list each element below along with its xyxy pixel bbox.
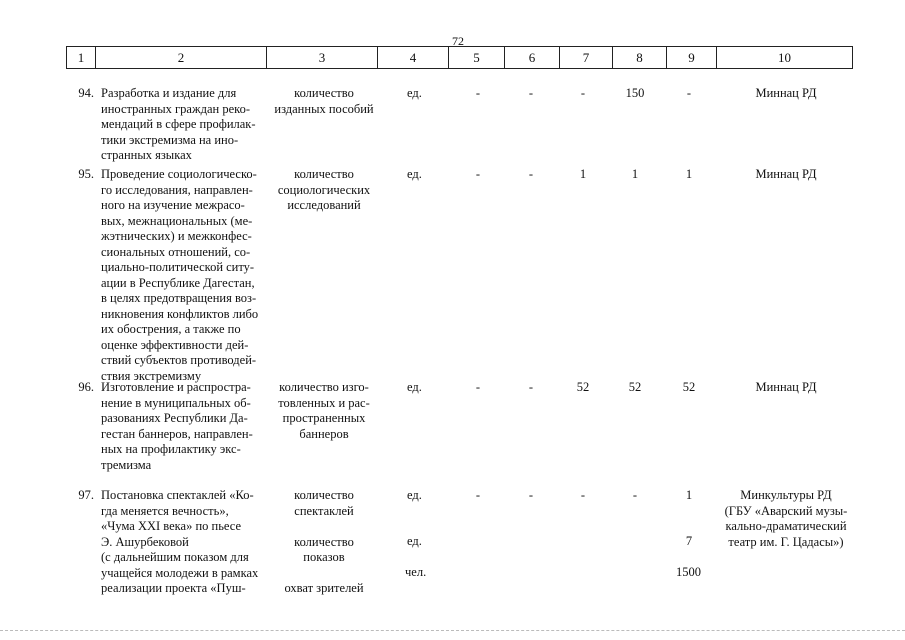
row-col8: 52 (628, 380, 642, 394)
row-col7: - (580, 488, 586, 502)
row-number: 97. (78, 488, 94, 502)
row-indicator: количество изданных пособий (274, 86, 374, 116)
header-col-4: 4 (378, 47, 449, 68)
row-col9: 52 (682, 380, 696, 394)
row-responsible: Миннац РД (755, 86, 817, 100)
row-description: Разработка и издание для иностранных граждан реко- мендаций в сфере профилак- тики экстремизма на ино- странных языках (101, 86, 256, 162)
row-col5: - (475, 488, 481, 502)
row-col8: 1 (631, 167, 639, 181)
row-number: 96. (78, 380, 94, 394)
row-indicator: количество спектаклей количество показов охват зрителей (284, 488, 364, 595)
row-unit: ед. (407, 488, 422, 502)
header-col-1: 1 (67, 47, 96, 68)
row-indicator: количество социологических исследований (277, 167, 371, 212)
header-col-9: 9 (667, 47, 717, 68)
row-col6: - (528, 488, 534, 502)
row-col9: 7 (685, 534, 693, 548)
row-col6: - (528, 86, 534, 100)
page-bottom-edge (0, 630, 905, 631)
row-responsible: Миннац РД (755, 380, 817, 394)
row-responsible: Минкультуры РД (ГБУ «Аварский музы- кально-драматический театр им. Г. Цадасы») (724, 488, 848, 549)
row-col9: - (686, 86, 692, 100)
row-unit: ед. (407, 380, 422, 394)
table-header (66, 46, 853, 69)
header-col-3: 3 (267, 47, 378, 68)
row-col9: 1 (685, 488, 693, 502)
row-unit: ед. (407, 534, 422, 548)
row-col7: 1 (579, 167, 587, 181)
row-unit: чел. (405, 565, 427, 579)
row-description: Проведение социологическо- го исследования, направлен- ного на изучение межрасо- вых, межнациональных (ме- жэтнических) и межконфес- сиональных отношений, со- циально-политической ситу- ации в Республике Дагестан, в целях предотвращения воз- никновения конфликтов либо их обострения, а также по оценке эффективности дей- ствий субъектов противодей- ствия экстремизму (101, 167, 259, 383)
row-col8: - (632, 488, 638, 502)
row-col6: - (528, 167, 534, 181)
row-col5: - (475, 86, 481, 100)
row-col9: 1 (685, 167, 693, 181)
row-col8: 150 (625, 86, 645, 100)
row-col7: 52 (576, 380, 590, 394)
row-description: Постановка спектаклей «Ко- гда меняется вечность», «Чума XXI века» по пьесе Э. Ашурбековой (с дальнейшим показом для учащейся молодежи в рамках реализации проекта «Пуш- (101, 488, 259, 595)
row-number: 95. (78, 167, 94, 181)
row-col5: - (475, 380, 481, 394)
row-col7: - (580, 86, 586, 100)
header-col-2: 2 (96, 47, 267, 68)
header-col-7: 7 (560, 47, 613, 68)
row-responsible: Миннац РД (755, 167, 817, 181)
header-col-5: 5 (449, 47, 505, 68)
row-unit: ед. (407, 167, 422, 181)
header-col-8: 8 (613, 47, 667, 68)
row-col9: 1500 (676, 565, 701, 579)
row-description: Изготовление и распростра- нение в муниципальных об- разованиях Республики Да- гестан баннеров, направлен- ных на профилактику экс- тремизма (101, 380, 253, 472)
row-unit: ед. (407, 86, 422, 100)
page-number: 72 (452, 34, 464, 48)
row-indicator: количество изго- товленных и рас- пространенных баннеров (278, 380, 370, 441)
header-col-10: 10 (717, 47, 853, 68)
row-number: 94. (78, 86, 94, 100)
header-col-6: 6 (505, 47, 560, 68)
row-col6: - (528, 380, 534, 394)
row-col5: - (475, 167, 481, 181)
